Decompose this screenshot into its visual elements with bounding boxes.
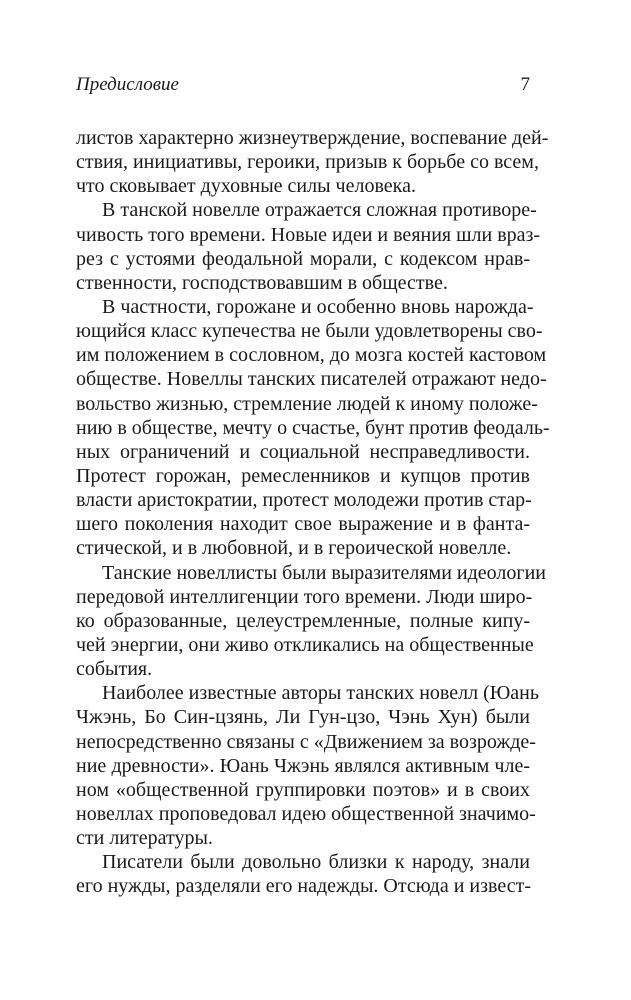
text-line: ко образованные, целеустремленные, полные кипу- bbox=[76, 609, 530, 632]
text-line: передовой интеллигенции того времени. Люди широ- bbox=[76, 585, 533, 608]
paragraph bbox=[76, 561, 546, 682]
text-line: сти литературы. bbox=[76, 827, 213, 850]
text-line: события. bbox=[76, 658, 153, 681]
text-line: чей энергии, они живо откликались на общественные bbox=[76, 633, 534, 656]
body-text bbox=[76, 126, 550, 899]
text-line: нию в обществе, мечту о счастье, бунт против феодаль- bbox=[76, 416, 550, 439]
text-line: Писатели были довольно близки к народу, знали bbox=[102, 851, 530, 874]
text-line: что сковывает духовные силы человека. bbox=[76, 175, 416, 198]
paragraph bbox=[76, 198, 541, 295]
text-line: новеллах проповедовал идею общественной значимо- bbox=[76, 802, 536, 825]
text-line: Наиболее известные авторы танских новелл (Юань bbox=[102, 682, 539, 705]
text-line: непосредственно связаны с «Движением за возрожде- bbox=[76, 730, 536, 753]
text-line: вольство жизнью, стремление людей к иному положе- bbox=[76, 392, 538, 415]
running-title: Предисловие bbox=[76, 74, 179, 95]
text-line: ние древности». Юань Чжэнь являлся активным чле- bbox=[76, 754, 530, 777]
text-line: Протест горожан, ремесленников и купцов против bbox=[76, 464, 530, 487]
paragraph bbox=[76, 681, 539, 850]
text-line: ных ограничений и социальной несправедливости. bbox=[76, 440, 530, 463]
text-line: Танские новеллисты были выразителями идеологии bbox=[102, 561, 546, 584]
text-line: ственности, господствовавшим в обществе. bbox=[76, 271, 448, 294]
text-line: им положением в сословном, до мозга костей кастовом bbox=[76, 344, 547, 367]
text-line: шего поколения находит свое выражение и в фанта- bbox=[76, 513, 530, 536]
running-header bbox=[76, 73, 530, 97]
page-number: 7 bbox=[520, 74, 530, 95]
text-line: Чжэнь, Бо Син-цзянь, Ли Гун-цзо, Чэнь Хун) были bbox=[76, 706, 530, 729]
paragraph bbox=[76, 126, 549, 198]
text-line: чивость того времени. Новые идеи и веяния шли враз- bbox=[76, 223, 541, 246]
text-line: В частности, горожане и особенно вновь нарожда- bbox=[102, 295, 534, 318]
text-line: ющийся класс купечества не были удовлетворены сво- bbox=[76, 320, 543, 343]
text-line: рез с устоями феодальной морали, с кодексом нрав- bbox=[76, 247, 530, 270]
text-line: обществе. Новеллы танских писателей отражают недо- bbox=[76, 368, 547, 391]
text-line: ном «общественной группировки поэтов» и в своих bbox=[76, 778, 530, 801]
text-line: стической, и в любовной, и в героической новелле. bbox=[76, 537, 512, 560]
text-line: власти аристократии, протест молодежи против стар- bbox=[76, 489, 532, 512]
paragraph bbox=[76, 295, 550, 561]
text-line: В танской новелле отражается сложная противоре- bbox=[102, 199, 537, 222]
paragraph bbox=[76, 850, 530, 898]
text-line: его нужды, разделяли его надежды. Отсюда и извест- bbox=[76, 875, 531, 898]
text-line: ствия, инициативы, героики, призыв к борьбе со всем, bbox=[76, 151, 539, 174]
text-line: листов характерно жизнеутверждение, воспевание дей- bbox=[76, 127, 549, 149]
